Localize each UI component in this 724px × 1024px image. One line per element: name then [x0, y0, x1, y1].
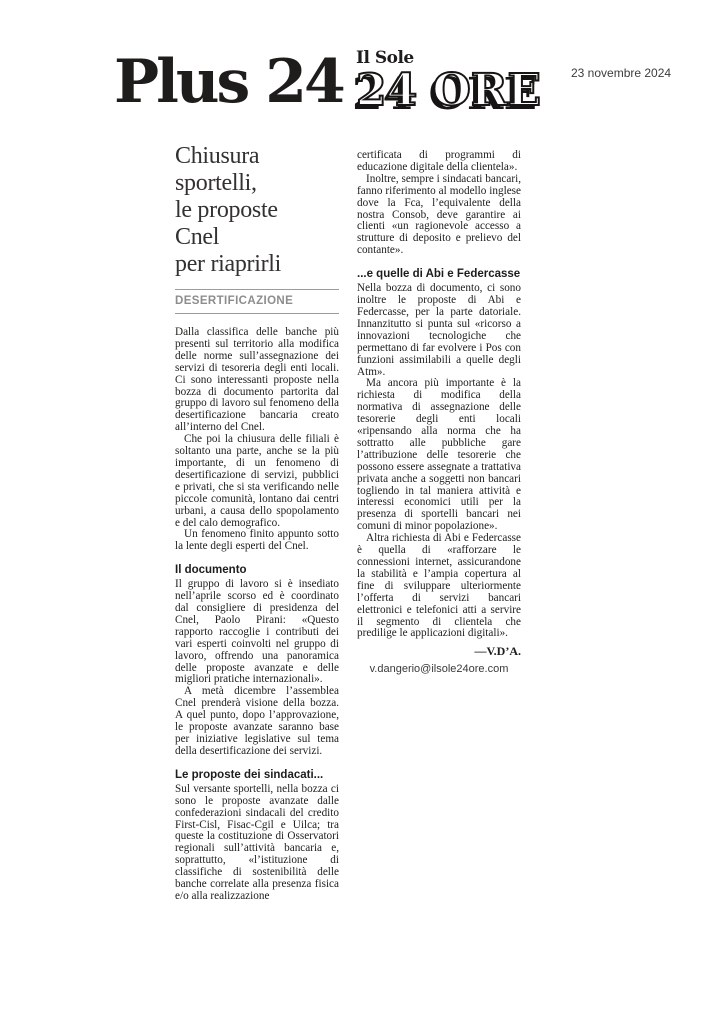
publication-date: 23 novembre 2024	[571, 66, 672, 80]
sole24ore-logo	[356, 48, 541, 116]
author-email[interactable]: v.dangerio@ilsole24ore.com	[369, 663, 509, 676]
article-paragraph: Inoltre, sempre i sindacati bancari, fanno riferimento al modello inglese dove la Fca, l’equivalente della nostra Consob, deve garantire ai clienti «un ragionevole accesso a strutture di deposito e prelievo del contante».	[357, 172, 521, 257]
headline-line: per riaprirli	[175, 251, 282, 277]
article-body-column-1	[175, 327, 339, 903]
plus24-logo: Plus 24	[114, 47, 343, 117]
article-headline	[175, 143, 339, 278]
kicker-label: DESERTIFICAZIONE	[175, 289, 339, 314]
article-column-1	[175, 143, 339, 903]
headline-line: le proposte	[175, 197, 278, 223]
author-signature: —V.D’A.	[474, 644, 521, 659]
article-paragraph: Nella bozza di documento, ci sono inoltre le proposte di Abi e Federcasse, per la parte datoriale. Innanzitutto si punta sul «ricorso a innovazioni tecnologiche che permettano di far evolvere i Pos con funzioni assimilabili a quelle degli Atm».	[357, 282, 521, 378]
section-subhead: Le proposte dei sindacati...	[175, 768, 324, 781]
sole24ore-logo-ilsole: Il Sole	[356, 48, 414, 68]
section-subhead: ...e quelle di Abi e Federcasse	[357, 268, 521, 281]
article-paragraph: Dalla classifica delle banche più presenti sul territorio alla modifica delle norme sull’assegnazione dei servizi di tesoreria degli enti locali. Ci sono interessanti proposte nella bozza di documento partorita dal gruppo di lavoro sul fenomeno della desertificazione bancaria creato all’interno del Cnel.	[175, 326, 339, 434]
article-paragraph: Un fenomeno finito appunto sotto la lente degli esperti del Cnel.	[175, 528, 339, 553]
article-paragraph: Sul versante sportelli, nella bozza ci sono le proposte avanzate dalle confederazioni sindacali del credito First-Cisl, Fisac-Cgil e Uilca; tra queste la costituzione di Osservatori regionali sull’attività bancaria e, soprattutto, «l’istituzione di classifiche di sostenibilità delle banche correlate alla presenza fisica e/o alla realizzazione	[175, 782, 339, 902]
article-paragraph: A metà dicembre l’assemblea Cnel prenderà visione della bozza. A quel punto, dopo l’approvazione, le proposte avanzate saranno base per iniziative legislative sul tema della desertificazione dei servizi.	[175, 685, 339, 757]
article-paragraph: Il gruppo di lavoro si è insediato nell’aprile scorso ed è coordinato dal consigliere di presidenza del Cnel, Paolo Pirani: «Questo rapporto raccoglie i contributi dei vari esperti coinvolti nel gruppo di lavoro, offrendo una panoramica delle proposte avanzate e delle migliori pratiche internazionali».	[175, 578, 339, 686]
article-column-2	[357, 150, 521, 675]
headline-line: Chiusura	[175, 143, 260, 169]
headline-line: sportelli,	[175, 170, 257, 196]
article-paragraph: certificata di programmi di educazione digitale della clientela».	[357, 149, 521, 173]
article-body-column-2	[357, 150, 521, 640]
sole24ore-logo-24ore: 24 ORE	[356, 65, 541, 116]
article-paragraph: Che poi la chiusura delle filiali è soltanto una parte, anche se la più importante, di un fenomeno di desertificazione di servizi, pubblici e privati, che si sta verificando nelle piccole comunità, lontano dai centri urbani, a causa dello spopolamento e del calo demografico.	[175, 433, 339, 529]
article-paragraph: Altra richiesta di Abi e Federcasse è quella di «rafforzare le connessioni internet, assicurandone la stabilità e l’ampia copertura al fine di sviluppare ulteriormente l’offerta di servizi bancari elettronici e telefonici atti a servire il segmento di clientela che predilige le applicazioni digitali».	[357, 532, 521, 640]
section-subhead: Il documento	[175, 564, 247, 577]
headline-line: Cnel	[175, 224, 220, 250]
article-paragraph: Ma ancora più importante è la richiesta di modifica della normativa di assegnazione delle tesorerie degli enti locali «ripensando alla norma che ha sottratto alle pubbliche gare l’attribuzione delle tesorerie che possono essere assegnate a trattativa privata anche a soggetti non bancari togliendo in tal maniera attività e interessi economici utili per la presenza di sportelli bancari nei comuni di minor popolazione».	[357, 377, 521, 533]
